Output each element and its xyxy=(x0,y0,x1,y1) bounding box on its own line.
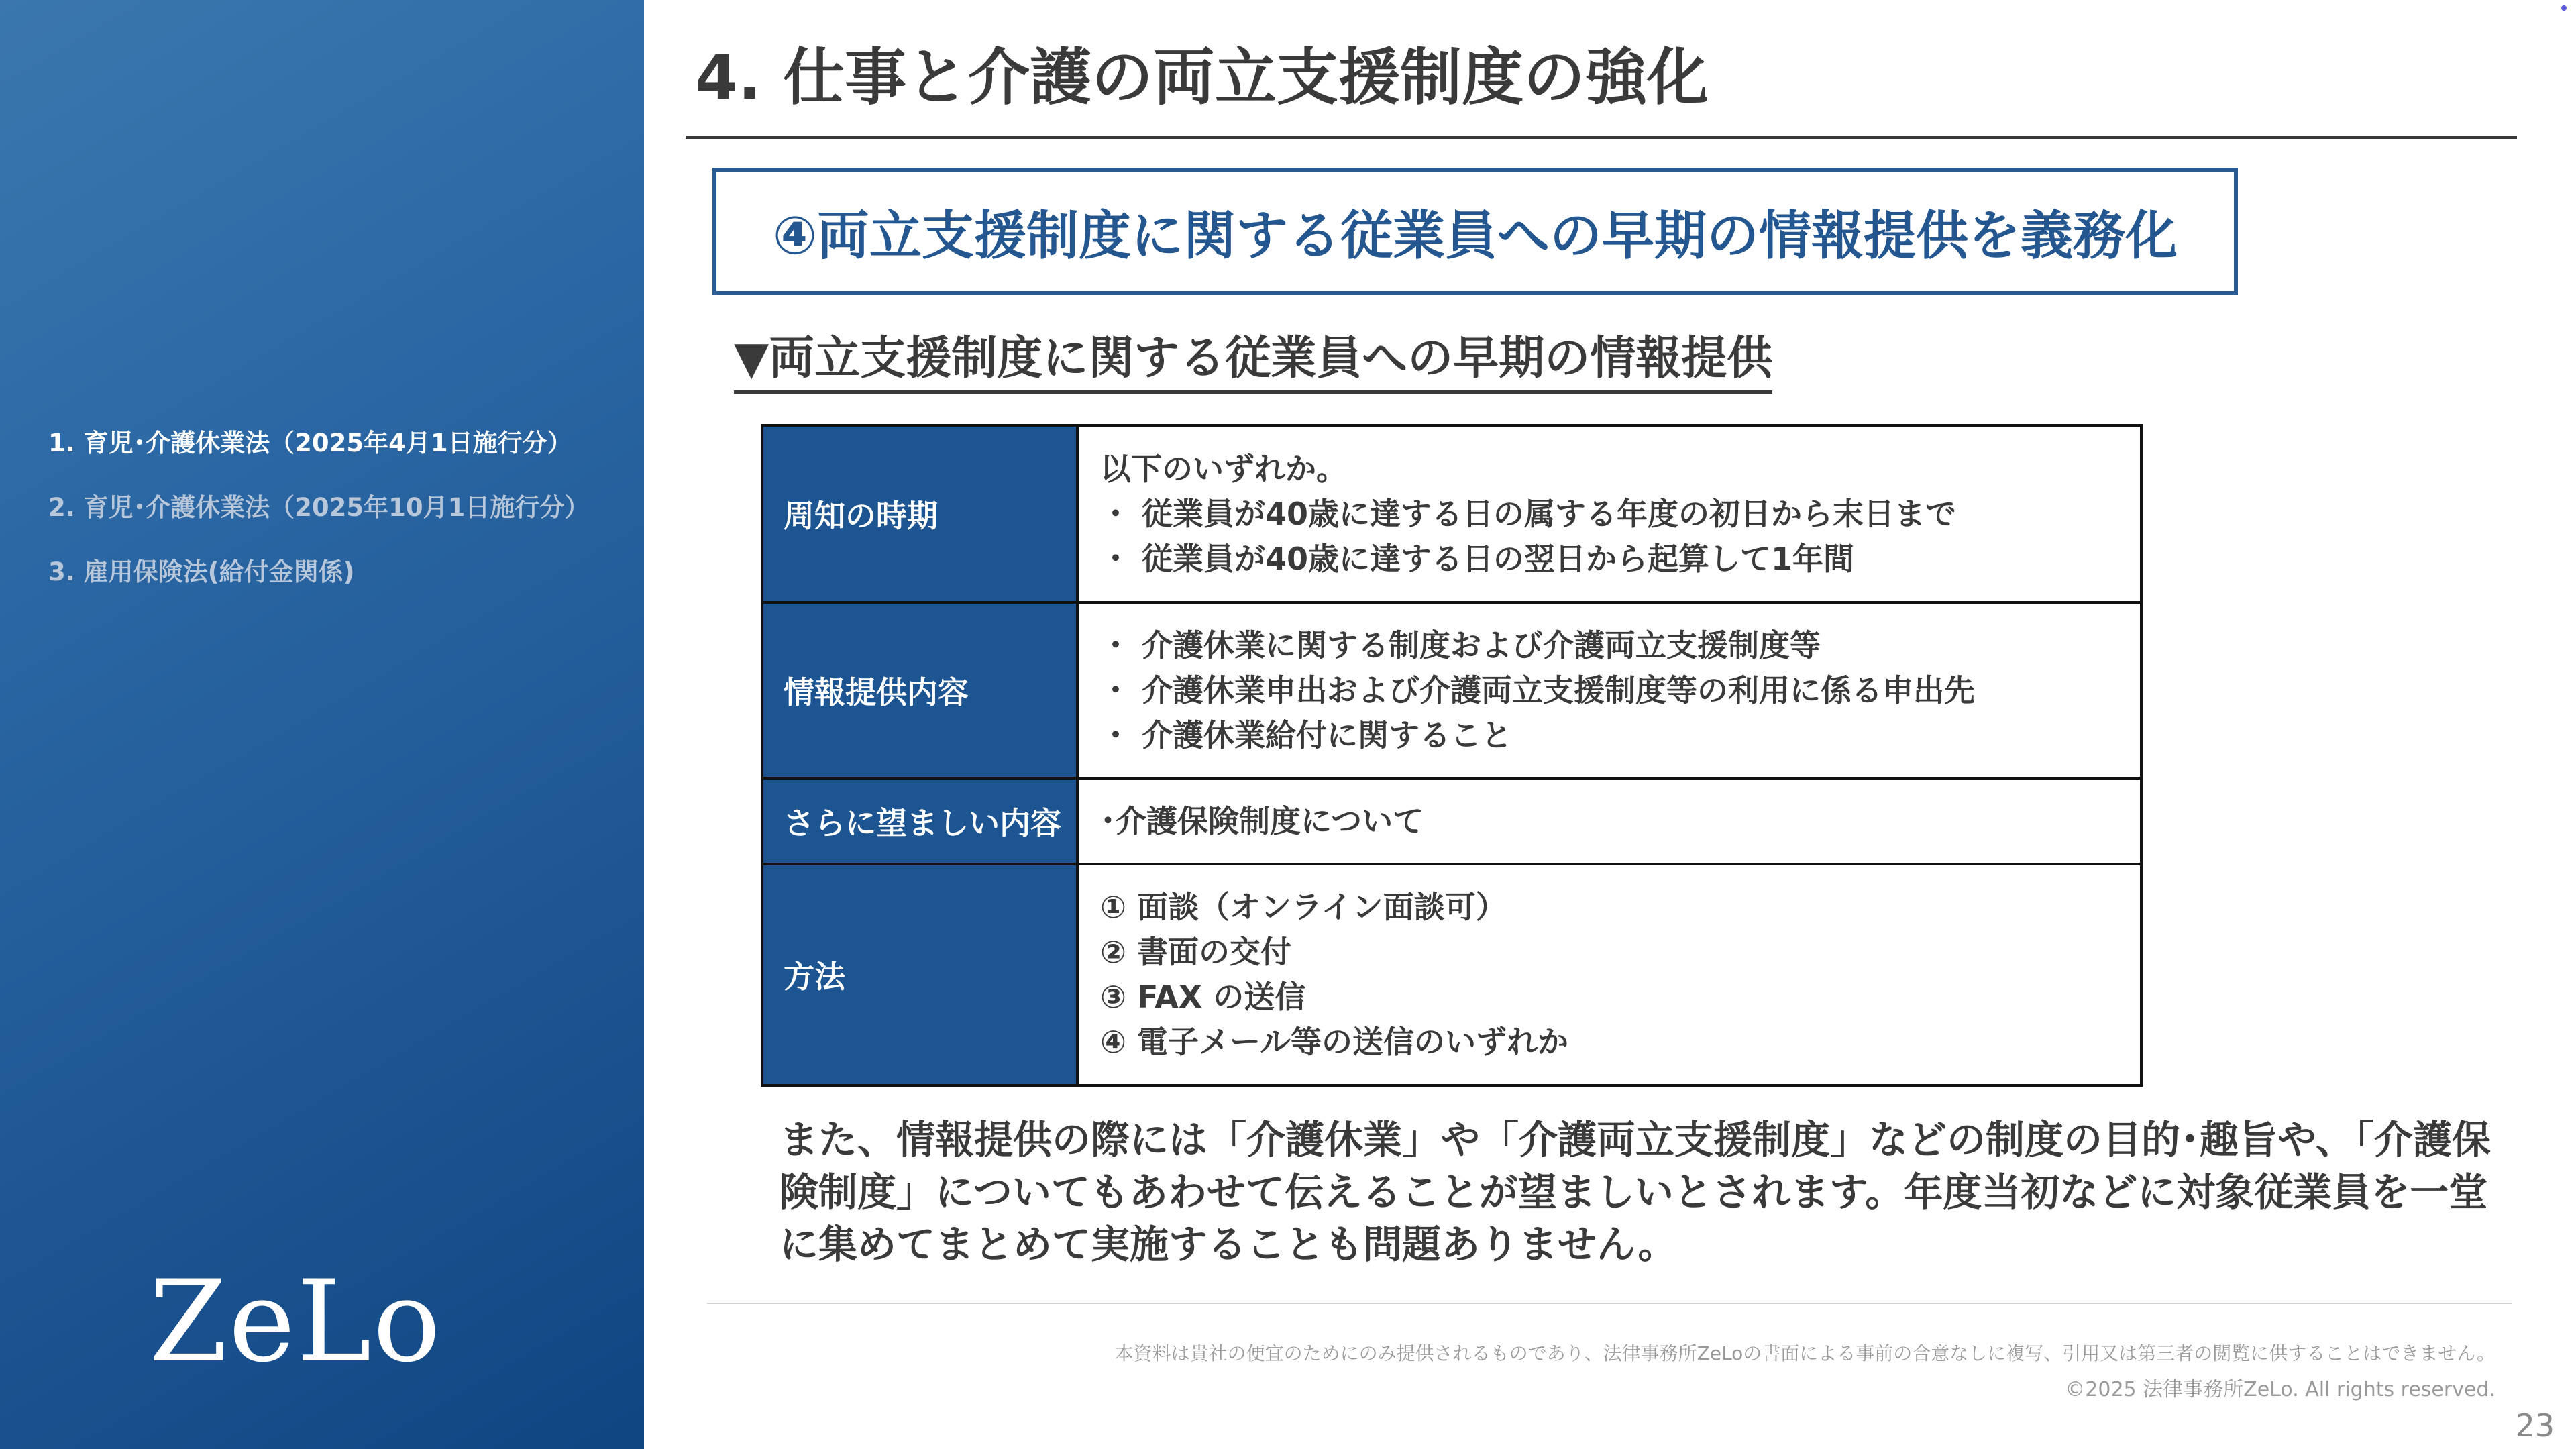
row-content xyxy=(1077,778,2141,864)
page-number: 23 xyxy=(2515,1407,2555,1444)
content-line: ③ FAX の送信 xyxy=(1100,979,1306,1015)
headline-box xyxy=(712,168,2238,295)
content-line: ・ 従業員が40歳に達する日の属する年度の初日から末日まで xyxy=(1100,495,1957,532)
footer-divider xyxy=(707,1303,2512,1304)
row-header: 周知の時期 xyxy=(762,425,1077,602)
table-row xyxy=(762,864,2141,1085)
content-line: ・ 介護休業給付に関すること xyxy=(1100,716,1513,753)
nav-item-section-2[interactable]: 2. 育児･介護休業法（2025年10月1日施行分） xyxy=(48,493,590,522)
note-paragraph: また、情報提供の際には「介護休業」や「介護両立支援制度」などの制度の目的･趣旨や、「介護保険制度」についてもあわせて伝えることが望ましいとされます。年度当初などに対象従業員を一堂に集めてまとめて実施することも問題ありません。 xyxy=(780,1117,2491,1267)
title-divider xyxy=(686,136,2517,139)
corner-dot xyxy=(2561,5,2567,11)
headline-text: ④両立支援制度に関する従業員への早期の情報提供を義務化 xyxy=(772,206,2178,266)
section-nav xyxy=(48,427,639,620)
nav-item-section-1[interactable]: 1. 育児･介護休業法（2025年4月1日施行分） xyxy=(48,429,572,458)
row-content xyxy=(1077,602,2141,778)
row-header: さらに望ましい内容 xyxy=(762,778,1077,864)
page-title: 4. 仕事と介護の両立支援制度の強化 xyxy=(695,42,1709,113)
table-row xyxy=(762,602,2141,778)
content-line: 以下のいずれか。 xyxy=(1100,450,1347,487)
copyright-text: ©2025 法律事務所ZeLo. All rights reserved. xyxy=(2065,1378,2496,1401)
table-row xyxy=(762,778,2141,864)
info-table xyxy=(761,424,2143,1087)
nav-item-section-3[interactable]: 3. 雇用保険法(給付金関係) xyxy=(48,557,355,586)
zelo-logo: ZeLo xyxy=(149,1256,442,1387)
row-content xyxy=(1077,425,2141,602)
subheading: ▼両立支援制度に関する従業員への早期の情報提供 xyxy=(734,329,1772,394)
disclaimer-text: 本資料は貴社の便宜のためにのみ提供されるものであり、法律事務所ZeLoの書面による事前の合意なしに複写、引用又は第三者の閲覧に供することはできません。 xyxy=(1114,1342,2496,1364)
content-line: ① 面談（オンライン面談可） xyxy=(1100,889,1507,925)
row-header: 情報提供内容 xyxy=(762,602,1077,778)
row-content xyxy=(1077,864,2141,1085)
content-line: ･介護保険制度について xyxy=(1100,802,1424,839)
sidebar xyxy=(0,0,644,1449)
content-line: ・ 従業員が40歳に達する日の翌日から起算して1年間 xyxy=(1100,540,1855,577)
content-line: ④ 電子メール等の送信のいずれか xyxy=(1100,1024,1569,1060)
content-line: ・ 介護休業に関する制度および介護両立支援制度等 xyxy=(1100,627,1821,663)
row-header: 方法 xyxy=(762,864,1077,1085)
content-line: ② 書面の交付 xyxy=(1100,934,1291,970)
content-line: ・ 介護休業申出および介護両立支援制度等の利用に係る申出先 xyxy=(1100,672,1976,708)
table-row xyxy=(762,425,2141,602)
